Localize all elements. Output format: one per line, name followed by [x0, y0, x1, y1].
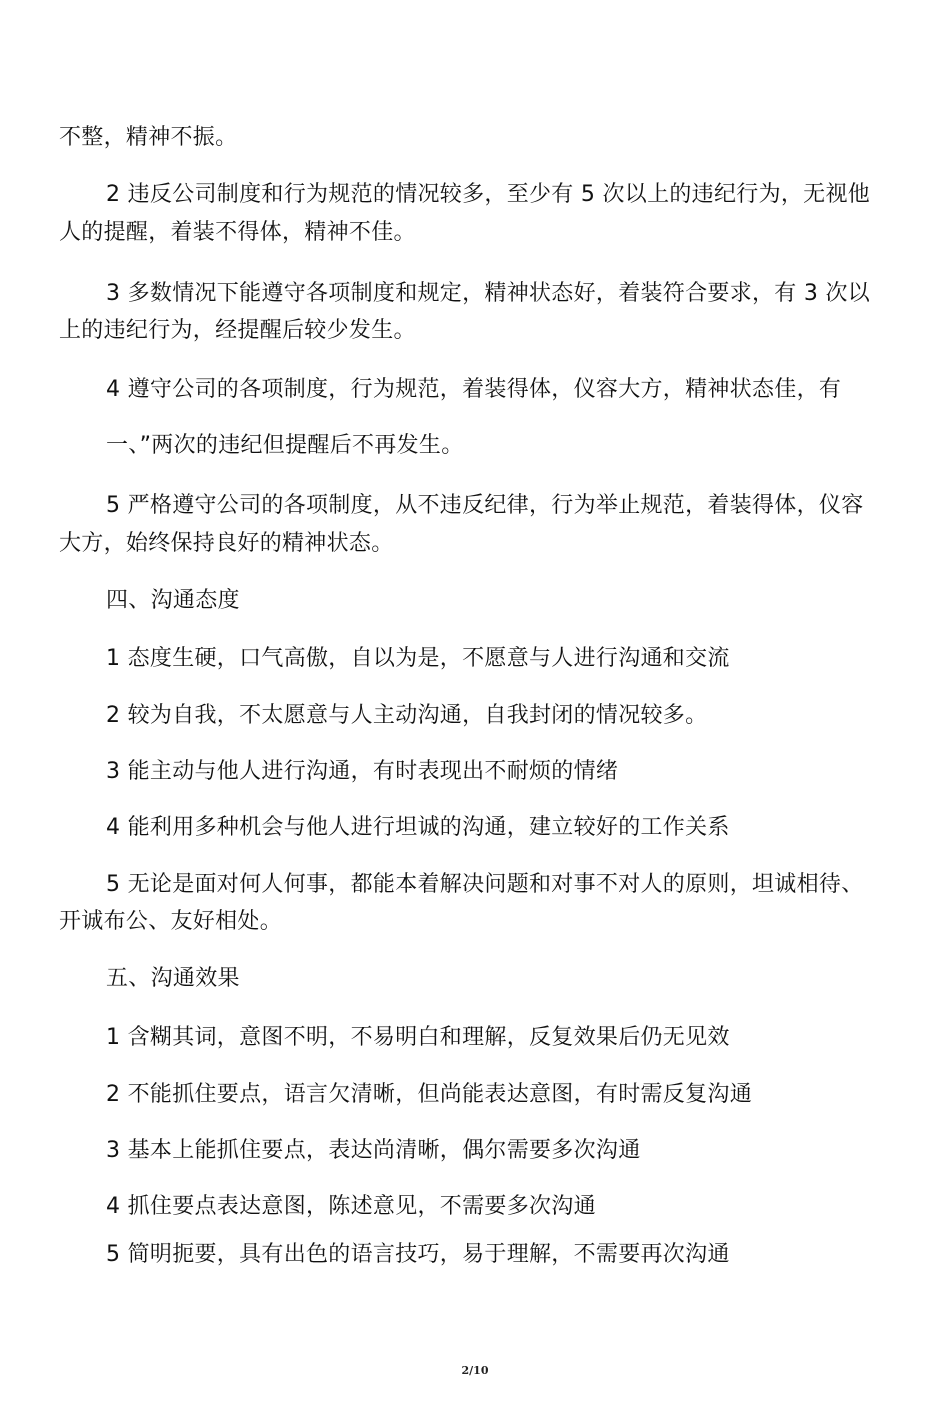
text-line: 一、”两次的违纪但提醒后不再发生。	[106, 433, 464, 458]
text-line: 5 无论是面对何人何事，都能本着解决问题和对事不对人的原则，坦诚相待、	[106, 872, 864, 897]
text-line: 4 能利用多种机会与他人进行坦诚的沟通，建立较好的工作关系	[106, 815, 730, 840]
text-line: 大方，始终保持良好的精神状态。	[59, 531, 394, 556]
text-line: 5 简明扼要，具有出色的语言技巧，易于理解，不需要再次沟通	[106, 1242, 730, 1267]
text-line: 1 态度生硬，口气高傲，自以为是，不愿意与人进行沟通和交流	[106, 646, 730, 671]
text-line: 人的提醒，着装不得体，精神不佳。	[59, 220, 416, 245]
text-line: 3 能主动与他人进行沟通，有时表现出不耐烦的情绪	[106, 759, 619, 784]
section-heading: 四、沟通态度	[106, 588, 240, 613]
text-line: 不整，精神不振。	[59, 125, 238, 150]
text-line: 上的违纪行为，经提醒后较少发生。	[59, 318, 416, 343]
text-line: 2 较为自我，不太愿意与人主动沟通，自我封闭的情况较多。	[106, 703, 708, 728]
text-line: 2 不能抓住要点，语言欠清晰，但尚能表达意图，有时需反复沟通	[106, 1082, 752, 1107]
text-line: 2 违反公司制度和行为规范的情况较多，至少有 5 次以上的违纪行为，无视他	[106, 182, 871, 207]
text-line: 4 抓住要点表达意图，陈述意见，不需要多次沟通	[106, 1194, 596, 1219]
section-heading: 五、沟通效果	[106, 966, 240, 991]
text-line: 4 遵守公司的各项制度，行为规范，着装得体，仪容大方，精神状态佳，有	[106, 377, 842, 402]
text-line: 1 含糊其词，意图不明，不易明白和理解，反复效果后仍无见效	[106, 1025, 730, 1050]
text-line: 3 多数情况下能遵守各项制度和规定，精神状态好，着装符合要求，有 3 次以	[106, 281, 871, 306]
text-line: 5 严格遵守公司的各项制度，从不违反纪律，行为举止规范，着装得体，仪容	[106, 493, 864, 518]
text-line: 3 基本上能抓住要点，表达尚清晰，偶尔需要多次沟通	[106, 1138, 641, 1163]
page-number: 2/10	[461, 1364, 489, 1377]
text-line: 开诚布公、友好相处。	[59, 909, 283, 934]
